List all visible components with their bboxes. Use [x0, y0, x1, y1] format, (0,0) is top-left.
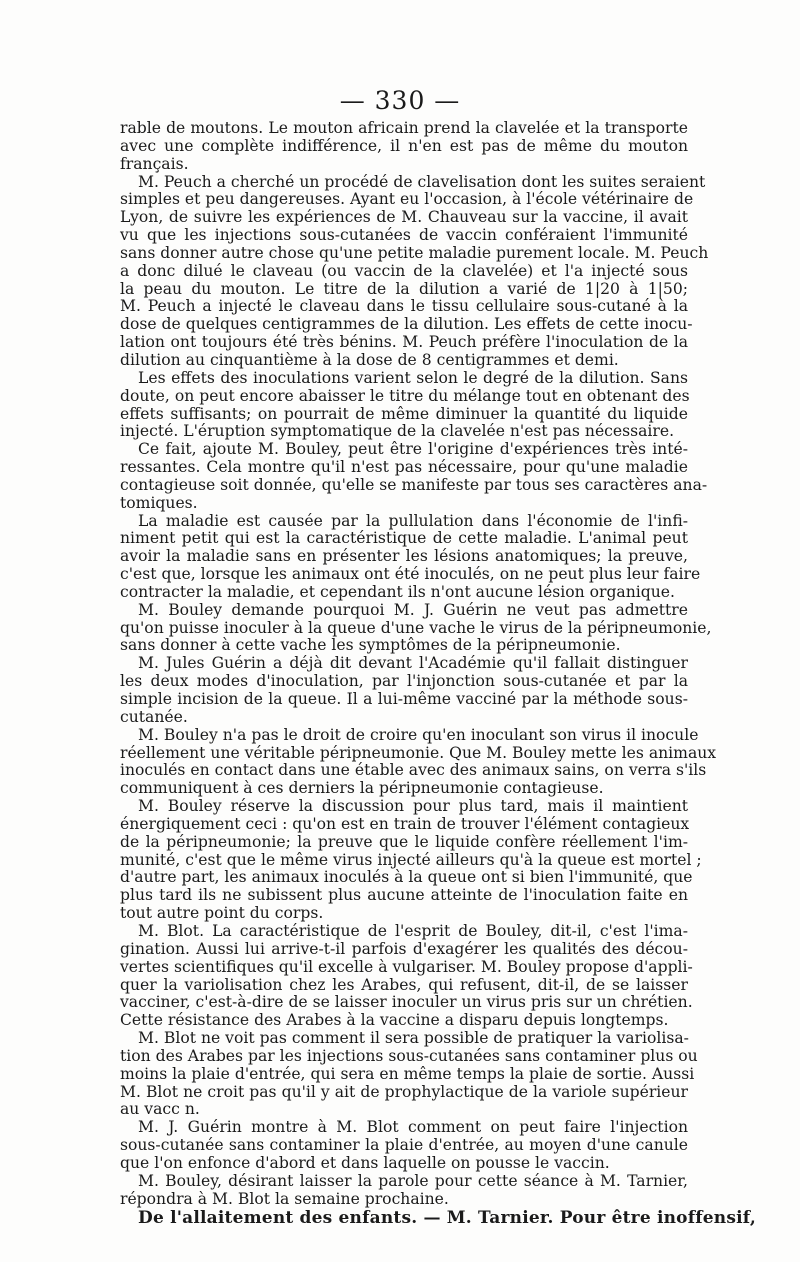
- text-line: Cette résistance des Arabes à la vaccine a disparu depuis longtemps.: [120, 1011, 669, 1030]
- text-line: vu que les injections sous-cutanées de vaccin conféraient l'immunité: [120, 226, 688, 245]
- text-line: M. Bouley réserve la discussion pour plus tard, mais il maintient: [138, 797, 688, 816]
- text-line: sans donner à cette vache les symptômes de la péripneumonie.: [120, 636, 621, 655]
- body-text: [120, 119, 757, 1229]
- text-line: de la péripneumonie; la preuve que le liquide confère réellement l'im-: [120, 832, 688, 851]
- text-line: M. J. Guérin montre à M. Blot comment on peut faire l'injection: [138, 1118, 688, 1137]
- text-line: dose de quelques centigrammes de la dilution. Les effets de cette inocu-: [120, 315, 693, 334]
- text-line: les deux modes d'inoculation, par l'injonction sous-cutanée et par la: [120, 672, 688, 691]
- text-line: M. Jules Guérin a déjà dit devant l'Académie qu'il fallait distinguer: [138, 654, 688, 673]
- text-line: M. Blot ne croit pas qu'il y ait de prophylactique de la variole supérieur: [120, 1082, 688, 1101]
- text-line: M. Peuch a injecté le claveau dans le tissu cellulaire sous-cutané à la: [120, 297, 688, 316]
- text-line: d'autre part, les animaux inoculés à la queue ont si bien l'immunité, que: [120, 868, 693, 887]
- text-line: plus tard ils ne subissent plus aucune atteinte de l'inoculation faite en: [120, 886, 688, 905]
- text-line: M. Bouley, désirant laisser la parole pour cette séance à M. Tarnier,: [138, 1171, 688, 1190]
- text-line: cutanée.: [120, 707, 188, 726]
- text-line: M. Blot ne voit pas comment il sera possible de pratiquer la variolisa-: [138, 1029, 689, 1048]
- text-line: Les effets des inoculations varient selon le degré de la dilution. Sans: [138, 368, 688, 387]
- text-line: lation ont toujours été très bénins. M. Peuch préfère l'inoculation de la: [120, 333, 688, 352]
- text-line: sous-cutanée sans contaminer la plaie d'entrée, au moyen d'une canule: [120, 1136, 688, 1155]
- text-line: simple incision de la queue. Il a lui-même vacciné par la méthode sous-: [120, 690, 688, 708]
- text-line: M. Blot. La caractéristique de l'esprit de Bouley, dit-il, c'est l'ima-: [138, 921, 688, 940]
- text-line: sans donner autre chose qu'une petite maladie purement locale. M. Peuch: [120, 243, 709, 262]
- text-line: énergiquement ceci : qu'on est en train de trouver l'élément contagieux: [120, 814, 690, 833]
- text-line: tout autre point du corps.: [120, 904, 324, 923]
- text-line: qu'on puisse inoculer à la queue d'une vache le virus de la péripneumonie,: [120, 618, 712, 637]
- text-line: avec une complète indifférence, il n'en est pas de même du mouton: [120, 136, 688, 155]
- text-line: tomiques.: [120, 493, 198, 512]
- text-line: simples et peu dangereuses. Ayant eu l'occasion, à l'école vétérinaire de: [120, 190, 694, 209]
- text-line: la peau du mouton. Le titre de la dilution a varié de 1|20 à 1|50;: [120, 279, 688, 298]
- page-number: — 330 —: [339, 86, 461, 115]
- text-line: rable de moutons. Le mouton africain prend la clavelée et la transporte: [120, 119, 688, 137]
- text-line: M. Bouley n'a pas le droit de croire qu'en inoculant son virus il inocule: [138, 725, 699, 744]
- text-line: communiquent à ces derniers la péripneumonie contagieuse.: [120, 779, 604, 798]
- text-line: Lyon, de suivre les expériences de M. Chauveau sur la vaccine, il avait: [120, 208, 688, 227]
- text-line: au vacc n.: [120, 1100, 200, 1119]
- text-line: doute, on peut encore abaisser le titre du mélange tout en obtenant des: [120, 386, 690, 405]
- text-line: gination. Aussi lui arrive-t-il parfois d'exagérer les qualités des décou-: [120, 939, 688, 958]
- text-line: La maladie est causée par la pullulation dans l'économie de l'infi-: [138, 511, 688, 530]
- text-line: inoculés en contact dans une étable avec des animaux sains, on verra s'ils: [120, 761, 707, 780]
- text-line: a donc dilué le claveau (ou vaccin de la clavelée) et l'a injecté sous: [120, 261, 688, 280]
- text-line: effets suffisants; on pourrait de même diminuer la quantité du liquide: [120, 404, 688, 423]
- text-line: Ce fait, ajoute M. Bouley, peut être l'origine d'expériences très inté-: [138, 440, 688, 459]
- text-line: M. Peuch a cherché un procédé de clavelisation dont les suites seraient: [138, 172, 706, 191]
- text-line: tion des Arabes par les injections sous-cutanées sans contaminer plus ou: [120, 1046, 698, 1065]
- text-line: injecté. L'éruption symptomatique de la clavelée n'est pas nécessaire.: [120, 422, 675, 441]
- text-line: répondra à M. Blot la semaine prochaine.: [120, 1189, 449, 1208]
- section-heading-line: De l'allaitement des enfants. — M. Tarnier. Pour être inoffensif,: [138, 1208, 757, 1229]
- text-line: ressantes. Cela montre qu'il n'est pas nécessaire, pour qu'une maladie: [120, 458, 688, 477]
- text-line: contracter la maladie, et cependant ils n'ont aucune lésion organique.: [120, 582, 675, 601]
- text-line: réellement une véritable péripneumonie. Que M. Bouley mette les animaux: [120, 743, 717, 762]
- text-line: munité, c'est que le même virus injecté ailleurs qu'à la queue est mortel ;: [120, 850, 702, 869]
- text-line: contagieuse soit donnée, qu'elle se manifeste par tous ses caractères ana-: [120, 475, 708, 494]
- text-line: moins la plaie d'entrée, qui sera en même temps la plaie de sortie. Aussi: [120, 1064, 695, 1083]
- text-line: quer la variolisation chez les Arabes, qui refusent, dit-il, de se laisser: [120, 975, 688, 994]
- text-line: français.: [120, 154, 189, 173]
- text-line: vacciner, c'est-à-dire de se laisser inoculer un virus pris sur un chrétien.: [120, 993, 693, 1012]
- text-line: dilution au cinquantième à la dose de 8 centigrammes et demi.: [120, 350, 619, 369]
- text-line: vertes scientifiques qu'il excelle à vulgariser. M. Bouley propose d'appli-: [120, 957, 693, 976]
- text-line: niment petit qui est la caractéristique de cette maladie. L'animal peut: [120, 529, 688, 548]
- text-line: avoir la maladie sans en présenter les lésions anatomiques; la preuve,: [120, 547, 688, 566]
- text-line: que l'on enfonce d'abord et dans laquelle on pousse le vaccin.: [120, 1153, 610, 1172]
- text-line: M. Bouley demande pourquoi M. J. Guérin ne veut pas admettre: [138, 600, 688, 619]
- text-line: c'est que, lorsque les animaux ont été inoculés, on ne peut plus leur faire: [120, 565, 701, 584]
